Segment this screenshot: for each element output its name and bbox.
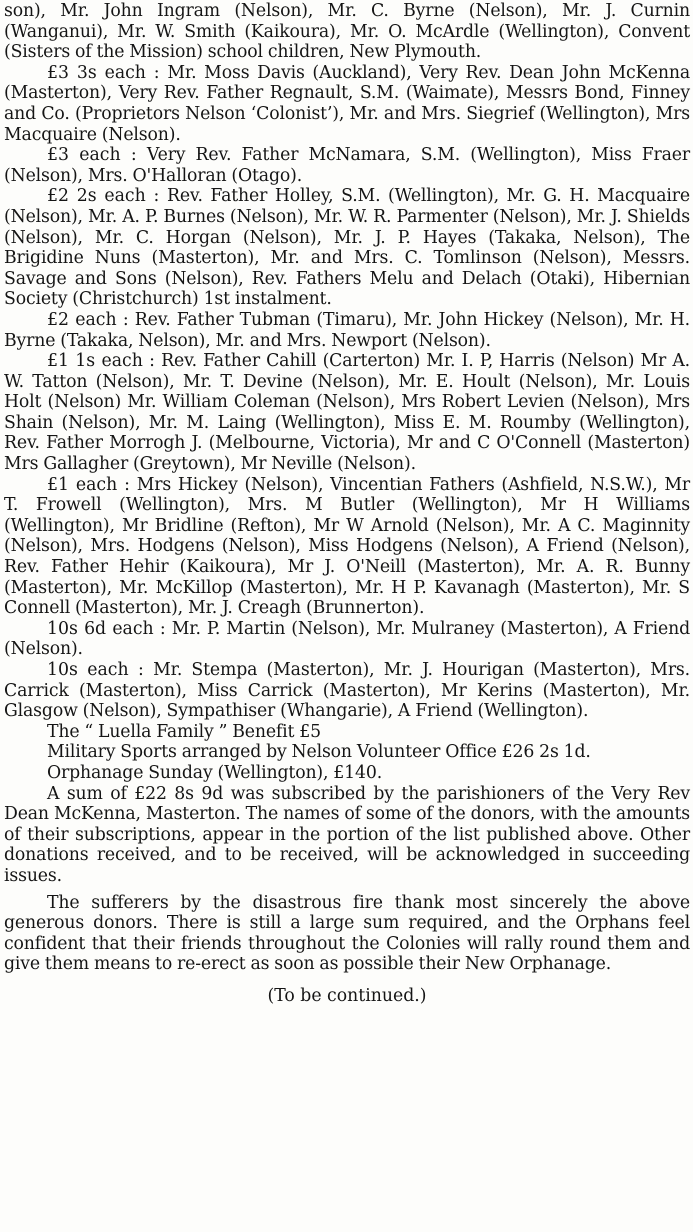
orphanage-sunday-line: Orphanage Sunday (Wellington), £140. [47, 762, 383, 783]
amount-heading: 10s 6d each : [47, 618, 166, 639]
amount-heading: £3 3s each : [47, 62, 160, 83]
donor-list: Rev. Father Cahill (Carterton) Mr. I. P, Harris (Nelson) Mr A. W. Tatton (Nelson), Mr. T. Devine (Nelson), Mr. E. Hoult (Nelson), Mr. Louis Holt (Nelson) Mr. William Coleman (Nelson), Mrs Robert Levien (Nelson), Mrs Shain (Nelson), Mr. M. Laing (Wellington), Miss E. M. Roumby (Wellington), Rev. Father Morrogh J. (Melbourne, Victoria), Mr and C O'Connell (Masterton) Mrs Gallagher (Greytown), Mr Neville (Nelson). [4, 351, 690, 475]
donations-2-paragraph [4, 310, 690, 351]
donor-list: Rev. Father Holley, S.M. (Wellington), Mr. G. H. Macquaire (Nelson), Mr. A. P. Burnes (Nelson), Mr. W. R. Parmenter (Nelson), Mr. J. Shields (Nelson), Mr. C. Horgan (Nelson), Mr. J. P. Hayes (Takaka, Nelson), The Brigidine Nuns (Masterton), Mr. and Mrs. C. Tomlinson (Nelson), Messrs. Savage and Sons (Nelson), Rev. Fathers Melu and Delach (Otaki), Hibernian Society (Christchurch) 1st instalment. [4, 186, 690, 310]
donor-list: Mr. P. Martin (Nelson), Mr. Mulraney (Masterton), A Friend (Nelson). [4, 618, 690, 660]
donations-1-1-paragraph [4, 351, 690, 475]
donations-10-paragraph [4, 660, 690, 722]
amount-heading: £2 2s each : [47, 186, 160, 207]
donor-list: Mr. Moss Davis (Auckland), Very Rev. Dean John McKenna (Masterton), Very Rev. Father Regnault, S.M. (Waimate), Messrs Bond, Finney and Co. (Proprietors Nelson ‘Colonist’), Mr. and Mrs. Siegrief (Wellington), Mrs Macquaire (Nelson). [4, 62, 691, 145]
names-continued-paragraph: son), Mr. John Ingram (Nelson), Mr. C. Byrne (Nelson), Mr. J. Curnin (Wanganui), Mr. W. Smith (Kaikoura), Mr. O. McArdle (Wellington), Convent (Sisters of the Mission) school children, New Plymouth. [4, 1, 690, 63]
donor-list: Very Rev. Father McNamara, S.M. (Wellington), Miss Fraer (Nelson), Mrs. O'Halloran (Otago). [4, 145, 690, 186]
to-be-continued: (To be continued.) [267, 985, 427, 1006]
donations-3-3-paragraph [4, 63, 690, 145]
donations-2-2-paragraph [4, 186, 690, 310]
donations-10-6-paragraph [4, 619, 690, 660]
amount-heading: £1 each : [47, 474, 130, 495]
donation-list-column [4, 1, 690, 1007]
benefit-line: The “ Luella Family ” Benefit £5 [47, 721, 321, 742]
parishioners-paragraph: A sum of £22 8s 9d was subscribed by the parishioners of the Very Rev Dean McKenna, Masterton. The names of some of the donors, with the amounts of their subscriptions, appear in the portion of the list published above. Other donations received, and to be received, will be acknowledged in succeeding issues. [4, 783, 690, 886]
amount-heading: £1 1s each : [47, 351, 155, 372]
donations-1-paragraph [4, 475, 690, 619]
donor-list: Mrs Hickey (Nelson), Vincentian Fathers (Ashfield, N.S.W.), Mr T. Frowell (Wellington), Mrs. M Butler (Wellington), Mr H Williams (Wellington), Mr Bridline (Refton), Mr W Arnold (Nelson), Mr. A C. Maginnity (Nelson), Mrs. Hodgens (Nelson), Miss Hodgens (Nelson), A Friend (Nelson), Rev. Father Hehir (Kaikoura), Mr J. O'Neill (Masterton), Mr. A. R. Bunny (Masterton), Mr. McKillop (Masterton), Mr. H P. Kavanagh (Masterton), Mr. S Connell (Masterton), Mr. J. Creagh (Brunnerton). [4, 474, 690, 619]
amount-heading: £2 each : [47, 309, 129, 330]
donor-list: Rev. Father Tubman (Timaru), Mr. John Hickey (Nelson), Mr. H. Byrne (Takaka, Nelson), Mr. and Mrs. Newport (Nelson). [4, 309, 690, 351]
military-sports-line: Military Sports arranged by Nelson Volunteer Office £26 2s 1d. [47, 742, 591, 763]
donor-list: Mr. Stempa (Masterton), Mr. J. Hourigan (Masterton), Mrs. Carrick (Masterton), Miss Carrick (Masterton), Mr Kerins (Masterton), Mr. Glasgow (Nelson), Sympathiser (Whangarie), A Friend (Wellington). [4, 660, 690, 722]
sufferers-paragraph: The sufferers by the disastrous fire thank most sincerely the above generous donors. There is still a large sum required, and the Orphans feel confident that their friends throughout the Colonies will rally round them and give them means to re-erect as soon as possible their New Orphanage. [4, 892, 690, 975]
donations-3-paragraph [4, 145, 690, 186]
amount-heading: 10s each : [47, 660, 144, 680]
amount-heading: £3 each : [47, 145, 137, 166]
